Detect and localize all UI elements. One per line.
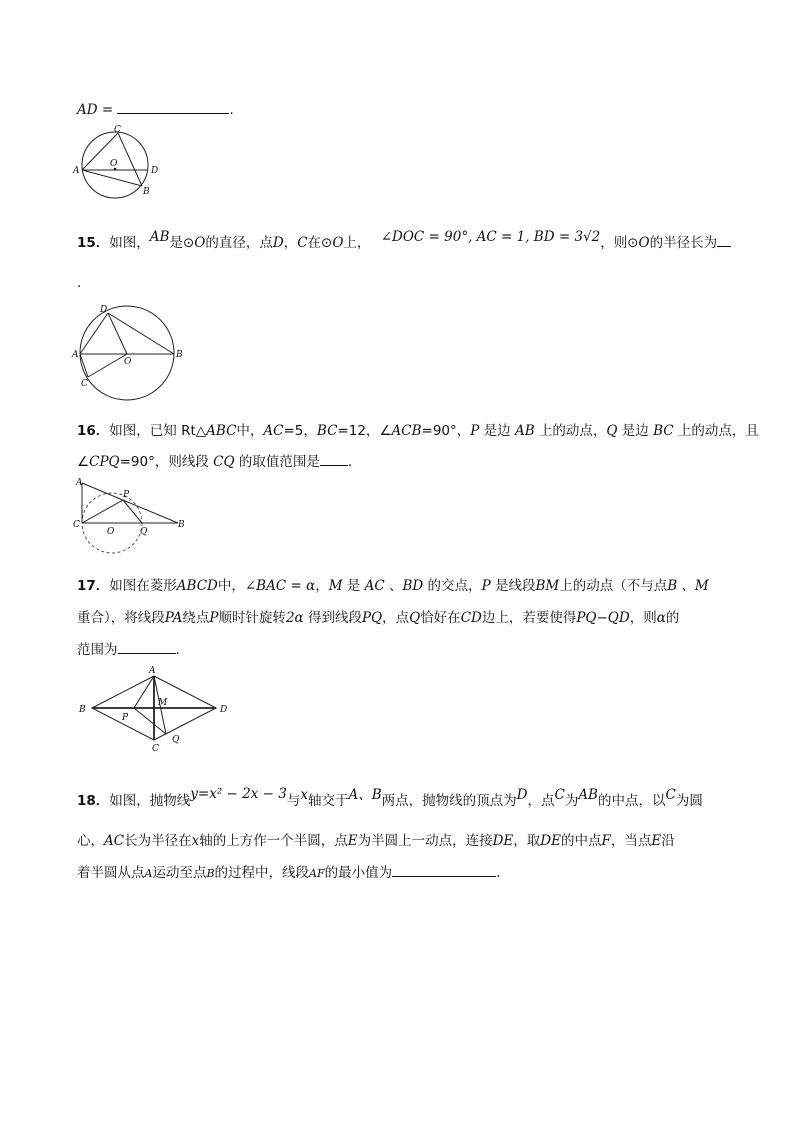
fig14-label-b: B <box>143 187 150 197</box>
q18-text-part: ，点 <box>527 793 555 809</box>
fig14-label-d: D <box>151 166 159 176</box>
fig16-triangle-diagram <box>72 476 192 554</box>
q16-text-part: 上的动点，且 <box>673 423 759 439</box>
q16-text-part: 中， <box>236 423 264 439</box>
q18-text-part: 的过程中，线段 <box>214 865 310 881</box>
q16-text-part: =90°， <box>421 423 471 439</box>
q18-text-part: 的最小值为 <box>324 865 393 881</box>
fig14-label-a: A <box>73 166 80 176</box>
q17-answer-blank[interactable] <box>118 639 176 654</box>
q15-text-part: 是⊙ <box>169 235 195 251</box>
q18-var-a: A <box>144 867 153 880</box>
fig16-segment-pq <box>123 500 142 523</box>
fig14-circle-diagram <box>72 125 162 200</box>
fig15-segment-co <box>88 354 127 377</box>
fig14-label-o: O <box>110 159 118 169</box>
q16-var-cq: CQ <box>213 454 235 470</box>
fig15-label-a: A <box>72 350 79 360</box>
q17-var-cd: CD <box>460 610 482 626</box>
q14-period: . <box>229 102 234 118</box>
q18-text-part: 两点，抛物线的顶点为 <box>381 793 517 809</box>
q17-text-line3 <box>77 638 180 658</box>
fig16-label-o: O <box>107 527 115 537</box>
q17-var-m: M <box>694 578 709 594</box>
q15-condition: ∠DOC = 90°, AC = 1, BD = 3√2 <box>380 229 601 245</box>
fig17-label-a: A <box>149 666 156 676</box>
q17-text-part: 绕点 <box>182 610 210 626</box>
q18-var-x: x <box>191 833 200 849</box>
q17-text-part: 上的动点（不与点 <box>559 578 668 594</box>
q15-number: 15． <box>77 235 110 251</box>
q18-var-a-b: A、B <box>348 787 382 803</box>
q15-var-o: O <box>194 235 206 251</box>
q17-period: . <box>175 642 180 658</box>
fig15-label-c: C <box>81 379 88 389</box>
q18-text-part: 沿 <box>661 833 675 849</box>
q14-answer-blank[interactable] <box>117 99 229 114</box>
q18-text-part: 为半圆上一动点，连接 <box>357 833 493 849</box>
q18-answer-blank[interactable] <box>392 862 496 877</box>
q17-var-ac: AC <box>364 578 385 594</box>
q16-var-p: P <box>470 423 480 439</box>
q17-text-part: ，点 <box>382 610 410 626</box>
q16-var-q: Q <box>606 423 618 439</box>
q16-var-bc: BC <box>653 423 674 439</box>
fig17-label-q: Q <box>172 735 180 745</box>
q18-text-part: ，当点 <box>610 833 652 849</box>
fig14-label-c: C <box>114 125 121 135</box>
fig16-label-a: A <box>76 478 83 488</box>
q16-var-ac: AC <box>263 423 284 439</box>
q17-text-part: 的 <box>665 610 680 626</box>
fig15-label-b: B <box>176 350 183 360</box>
q16-text-part: 上的动点， <box>534 423 607 439</box>
fig14-segment-ab <box>82 170 142 186</box>
q15-var-ab: AB <box>149 229 170 245</box>
q15-text-part: 的半径长为 <box>649 235 718 251</box>
fig14-segment-cb <box>118 133 142 186</box>
fig16-label-b: B <box>178 520 185 530</box>
q17-text-part: 是 <box>342 578 365 594</box>
q18-text-part: 的中点，以 <box>597 793 666 809</box>
q17-var-abcd: ABCD <box>176 578 218 594</box>
fig17-label-p: P <box>122 713 129 723</box>
q16-period: . <box>347 454 353 470</box>
q17-text-part: 中， <box>217 578 245 594</box>
q17-text-part: 、 <box>384 578 403 594</box>
q15-var-c: C <box>297 235 308 251</box>
q16-var-acb: ACB <box>391 423 422 439</box>
q17-var-p: P <box>481 578 491 594</box>
q16-var-abc: ABC <box>206 423 237 439</box>
q18-period: . <box>496 865 501 881</box>
q18-text-part: ，取 <box>513 833 541 849</box>
q17-var-pq-qd: PQ−QD <box>576 610 630 626</box>
q16-text-part: 是边 <box>479 423 515 439</box>
q18-number: 18． <box>77 793 110 809</box>
q18-var-e: E <box>651 833 662 849</box>
q16-text-part: 的取值范围是 <box>234 454 320 470</box>
q17-var-alpha: α <box>656 610 666 626</box>
q17-text-part: 得到线段 <box>303 610 362 626</box>
q17-text-part: 恰好在 <box>420 610 461 626</box>
q17-var-p: P <box>209 610 219 626</box>
fig15-label-o: O <box>124 357 132 367</box>
q17-var-2alpha: 2α <box>285 610 304 626</box>
q18-var-x: x <box>300 787 308 803</box>
q18-text-part: 心， <box>77 833 104 849</box>
fig15-label-d: D <box>100 305 108 315</box>
fig16-label-p: P <box>123 490 130 500</box>
q18-text-part: 如图，抛物线 <box>109 793 191 809</box>
q18-var-af: AF <box>309 867 325 880</box>
q14-lhs: AD = <box>77 102 114 118</box>
q16-text-part: 是边 <box>617 423 654 439</box>
q17-text-part: 范围为 <box>77 642 118 658</box>
q17-text-part: 如图在菱形 <box>109 578 177 594</box>
q17-var-m: M <box>328 578 343 594</box>
q18-text-part: 轴的上方作一个半圆，点 <box>199 833 348 849</box>
q18-text-part: 为 <box>564 793 579 809</box>
fig16-label-q: Q <box>140 527 148 537</box>
q18-var-c: C <box>665 787 676 803</box>
q17-var-b: B <box>667 578 678 594</box>
q17-text-part: 顺时针旋转 <box>218 610 286 626</box>
q16-number: 16． <box>77 423 110 439</box>
q17-text-part: 的交点， <box>423 578 482 594</box>
q16-var-bc: BC <box>316 423 338 439</box>
q18-var-c: C <box>554 787 565 803</box>
q15-text-part: ，则⊙ <box>600 235 639 251</box>
q17-text-part: 边上，若要使得 <box>481 610 577 626</box>
fig17-label-b: B <box>79 705 86 715</box>
q18-text-part: 轴交于 <box>307 793 349 809</box>
q16-var-cpq: CPQ <box>89 454 120 470</box>
q18-var-b: B <box>206 867 215 880</box>
q15-answer-blank[interactable] <box>717 232 731 247</box>
q16-text-line2 <box>77 450 352 470</box>
q15-period: . <box>77 275 82 291</box>
q15-text-part: 如图， <box>109 235 150 251</box>
q17-text-part: 是线段 <box>490 578 536 594</box>
q18-text-line2 <box>77 829 675 849</box>
q18-var-f: F <box>601 833 611 849</box>
q14-answer-line <box>77 99 234 118</box>
q18-text-part: 运动至点 <box>152 865 207 881</box>
q17-text-part: ， <box>315 578 329 594</box>
q15-text-part: 在⊙ <box>307 235 333 251</box>
q17-var-bm: BM <box>535 578 560 594</box>
q15-text <box>77 231 731 251</box>
q18-text-part: 的中点 <box>560 833 602 849</box>
q15-var-o: O <box>332 235 344 251</box>
fig16-label-c: C <box>73 520 80 530</box>
q18-var-e: E <box>347 833 358 849</box>
q16-text-part: =12，∠ <box>337 423 392 439</box>
fig17-label-m: M <box>158 698 168 708</box>
q17-text-part: ，则 <box>629 610 657 626</box>
fig17-rhombus-diagram <box>76 664 236 754</box>
q15-text-part: 上， <box>343 235 371 251</box>
q17-text-part: 、 <box>677 578 695 594</box>
q17-text-line1 <box>77 574 709 594</box>
q18-var-de: DE <box>492 833 514 849</box>
q15-var-o: O <box>638 235 650 251</box>
q18-text-line3 <box>77 861 500 881</box>
q15-text-part: ， <box>283 235 298 251</box>
q16-text-part: ∠ <box>77 454 90 470</box>
fig16-segment-ab <box>82 483 178 523</box>
q17-var-bd: BD <box>402 578 424 594</box>
q16-text-part: =5， <box>283 423 317 439</box>
q17-var-pq: PQ <box>361 610 383 626</box>
q18-text-line1 <box>77 786 703 809</box>
fig17-label-d: D <box>220 705 228 715</box>
q18-text-part: 为圆 <box>675 793 703 809</box>
q17-text-line2 <box>77 606 679 626</box>
q16-text-part: 如图，已知 Rt△ <box>109 423 207 439</box>
q16-answer-blank[interactable] <box>320 451 348 466</box>
q16-text-line1 <box>77 419 759 439</box>
q15-var-d: D <box>272 235 284 251</box>
fig15-circle-diagram <box>72 302 187 392</box>
fig16-segment-cp <box>82 500 123 523</box>
q17-var-q: Q <box>409 610 421 626</box>
q18-var-d: D <box>516 787 528 803</box>
q16-text-part: =90°，则线段 <box>119 454 214 470</box>
q18-parabola-equation: y=x² − 2x − 3 <box>190 786 287 802</box>
q17-text-part: 重合），将线段 <box>77 610 165 626</box>
q17-angle-bac: ∠BAC = α <box>244 578 316 594</box>
q16-var-ab: AB <box>514 423 535 439</box>
q17-var-pa: PA <box>164 610 183 626</box>
q18-text-part: 与 <box>286 793 301 809</box>
q18-var-de: DE <box>540 833 561 849</box>
q18-text-part: 着半圆从点 <box>77 865 145 881</box>
q18-text-part: 长为半径在 <box>124 833 192 849</box>
q17-number: 17． <box>77 578 110 594</box>
q15-text-part: 的直径，点 <box>205 235 273 251</box>
fig17-label-c: C <box>152 744 159 754</box>
q18-var-ac: AC <box>104 833 125 849</box>
q18-var-ab: AB <box>578 787 598 803</box>
